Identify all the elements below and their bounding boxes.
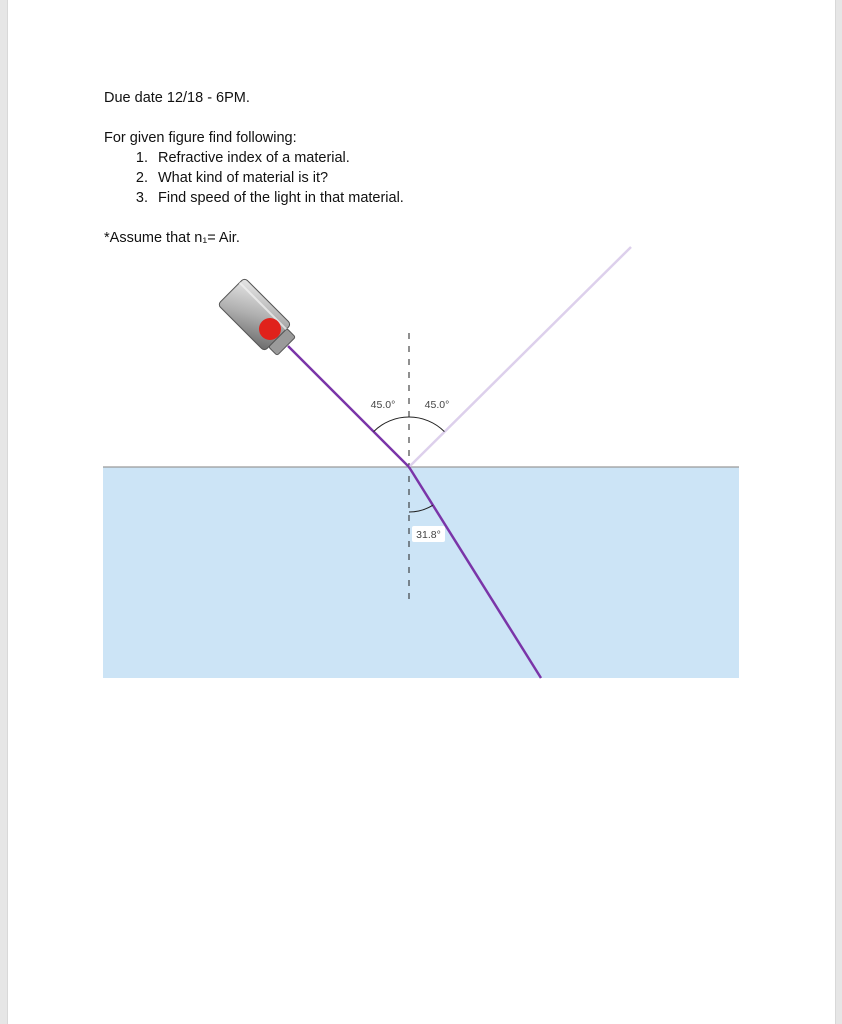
reflected-angle-label: 45.0°	[424, 399, 450, 411]
laser-pointer-icon	[218, 278, 300, 360]
due-date: Due date 12/18 - 6PM.	[104, 90, 250, 106]
question-item: 2. What kind of material is it?	[152, 168, 404, 188]
material-region	[103, 467, 739, 678]
reflected-angle-arc	[409, 417, 444, 432]
question-item: 1. Refractive index of a material.	[152, 148, 404, 168]
incident-angle-arc	[374, 417, 409, 432]
laser-button	[259, 318, 281, 340]
refracted-angle-label: 31.8°	[416, 529, 441, 541]
reflected-beam	[409, 247, 631, 467]
question-item: 3. Find speed of the light in that material.	[152, 188, 404, 208]
assumption-note: *Assume that n₁= Air.	[104, 230, 240, 246]
instructions-intro: For given figure find following:	[104, 130, 297, 146]
incident-angle-label: 45.0°	[370, 399, 396, 411]
